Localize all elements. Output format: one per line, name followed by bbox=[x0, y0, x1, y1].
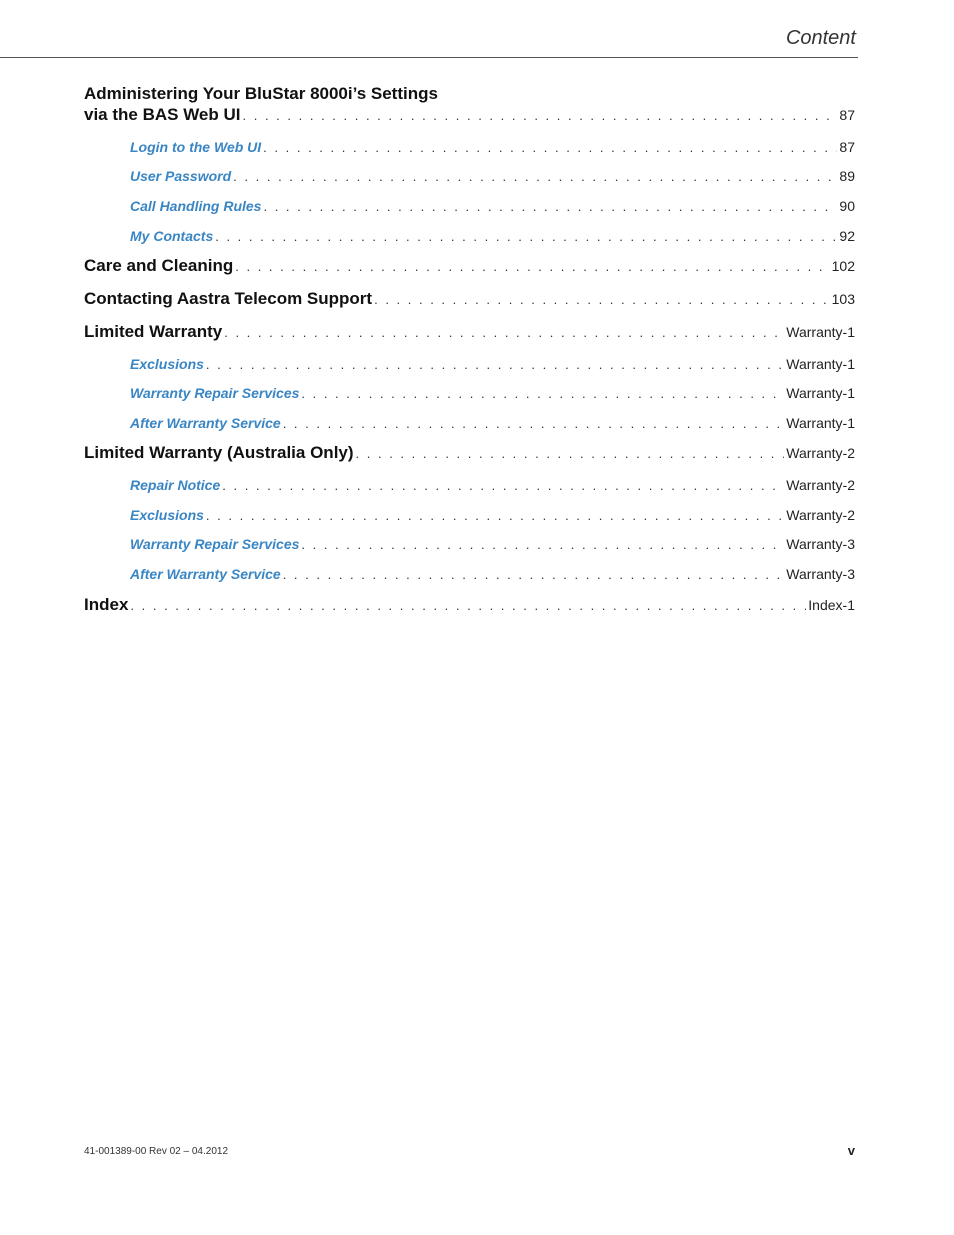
toc-entry-call-handling[interactable] bbox=[130, 198, 855, 214]
toc-entry-label: Repair Notice bbox=[130, 477, 221, 493]
toc-entry-index[interactable] bbox=[84, 595, 855, 615]
toc-leader-dots bbox=[224, 325, 784, 340]
toc-entry-label: Call Handling Rules bbox=[130, 198, 262, 214]
toc-entry-lw-after-service[interactable] bbox=[130, 415, 855, 431]
toc-page-number: 103 bbox=[831, 291, 855, 307]
toc-page-number: Warranty-1 bbox=[786, 324, 855, 340]
toc-leader-dots bbox=[206, 508, 784, 523]
toc-entry-au-after-service[interactable] bbox=[130, 566, 855, 582]
toc-entry-limited-warranty[interactable] bbox=[84, 322, 855, 342]
toc-leader-dots bbox=[233, 169, 837, 184]
toc-page-number: 87 bbox=[839, 139, 855, 155]
toc-leader-dots bbox=[283, 567, 785, 582]
toc-entry-label: After Warranty Service bbox=[130, 415, 281, 431]
toc-page-number: 87 bbox=[839, 107, 855, 123]
toc-leader-dots bbox=[130, 598, 806, 613]
toc-entry-contacting-support[interactable] bbox=[84, 289, 855, 309]
footer-document-id: 41-001389-00 Rev 02 – 04.2012 bbox=[84, 1146, 229, 1157]
toc-leader-dots bbox=[222, 478, 784, 493]
toc-leader-dots bbox=[243, 108, 838, 123]
toc-page-number: Warranty-1 bbox=[786, 415, 855, 431]
toc-entry-label: My Contacts bbox=[130, 228, 214, 244]
toc-entry-label: Care and Cleaning bbox=[84, 256, 234, 275]
toc-entry-label: After Warranty Service bbox=[130, 566, 281, 582]
toc-leader-dots bbox=[283, 416, 785, 431]
toc-page-number: Warranty-3 bbox=[786, 566, 855, 582]
toc-entry-au-exclusions[interactable] bbox=[130, 507, 855, 523]
toc-entry-label: User Password bbox=[130, 168, 232, 184]
toc-leader-dots bbox=[301, 386, 784, 401]
page-header-title: Content bbox=[785, 27, 856, 49]
toc-entry-care-cleaning[interactable] bbox=[84, 256, 855, 276]
toc-entry-label: Exclusions bbox=[130, 507, 204, 523]
toc-page-number: Warranty-1 bbox=[786, 356, 855, 372]
toc-entry-label: Warranty Repair Services bbox=[130, 385, 300, 401]
toc-leader-dots bbox=[206, 357, 784, 372]
toc-entry-au-repair-notice[interactable] bbox=[130, 477, 855, 493]
toc-entry-login[interactable] bbox=[130, 139, 855, 155]
toc-entry-label: Limited Warranty (Australia Only) bbox=[84, 443, 354, 462]
toc-leader-dots bbox=[215, 229, 837, 244]
toc-page-number: Warranty-2 bbox=[786, 507, 855, 523]
toc-entry-label: via the BAS Web UI bbox=[84, 105, 241, 124]
toc-page-number: 89 bbox=[839, 168, 855, 184]
toc-page-number: Warranty-2 bbox=[786, 477, 855, 493]
toc-entry-label: Login to the Web UI bbox=[130, 139, 262, 155]
toc-entry-user-password[interactable] bbox=[130, 168, 855, 184]
toc-page-number: 102 bbox=[831, 258, 855, 274]
toc-leader-dots bbox=[301, 537, 784, 552]
toc-page-number: 92 bbox=[839, 228, 855, 244]
toc-entry-lw-exclusions[interactable] bbox=[130, 356, 855, 372]
toc-leader-dots bbox=[374, 292, 830, 307]
toc-entry-label: Contacting Aastra Telecom Support bbox=[84, 289, 373, 308]
footer-page-number: v bbox=[847, 1143, 855, 1158]
toc-leader-dots bbox=[235, 259, 829, 274]
toc-page-number: 90 bbox=[839, 198, 855, 214]
toc-entry-label: Index bbox=[84, 595, 129, 614]
toc-entry-label: Limited Warranty bbox=[84, 322, 223, 341]
toc-leader-dots bbox=[263, 199, 837, 214]
toc-entry-au-repair-services[interactable] bbox=[130, 536, 855, 552]
header-rule bbox=[0, 57, 858, 58]
toc-entry-label: Exclusions bbox=[130, 356, 204, 372]
toc-page-number: Warranty-3 bbox=[786, 536, 855, 552]
toc-leader-dots bbox=[356, 446, 785, 461]
toc-entry-label: Warranty Repair Services bbox=[130, 536, 300, 552]
toc-entry-limited-warranty-au[interactable] bbox=[84, 443, 855, 463]
toc-page-number: Warranty-2 bbox=[786, 445, 855, 461]
toc-entry-lw-repair-services[interactable] bbox=[130, 385, 855, 401]
toc-entry-administering-line1[interactable]: Administering Your BluStar 8000i’s Settings bbox=[84, 84, 438, 103]
toc-entry-administering[interactable] bbox=[84, 105, 855, 125]
toc-page-number: Index-1 bbox=[808, 597, 855, 613]
toc-page-number: Warranty-1 bbox=[786, 385, 855, 401]
toc-entry-my-contacts[interactable] bbox=[130, 228, 855, 244]
toc-leader-dots bbox=[263, 140, 837, 155]
